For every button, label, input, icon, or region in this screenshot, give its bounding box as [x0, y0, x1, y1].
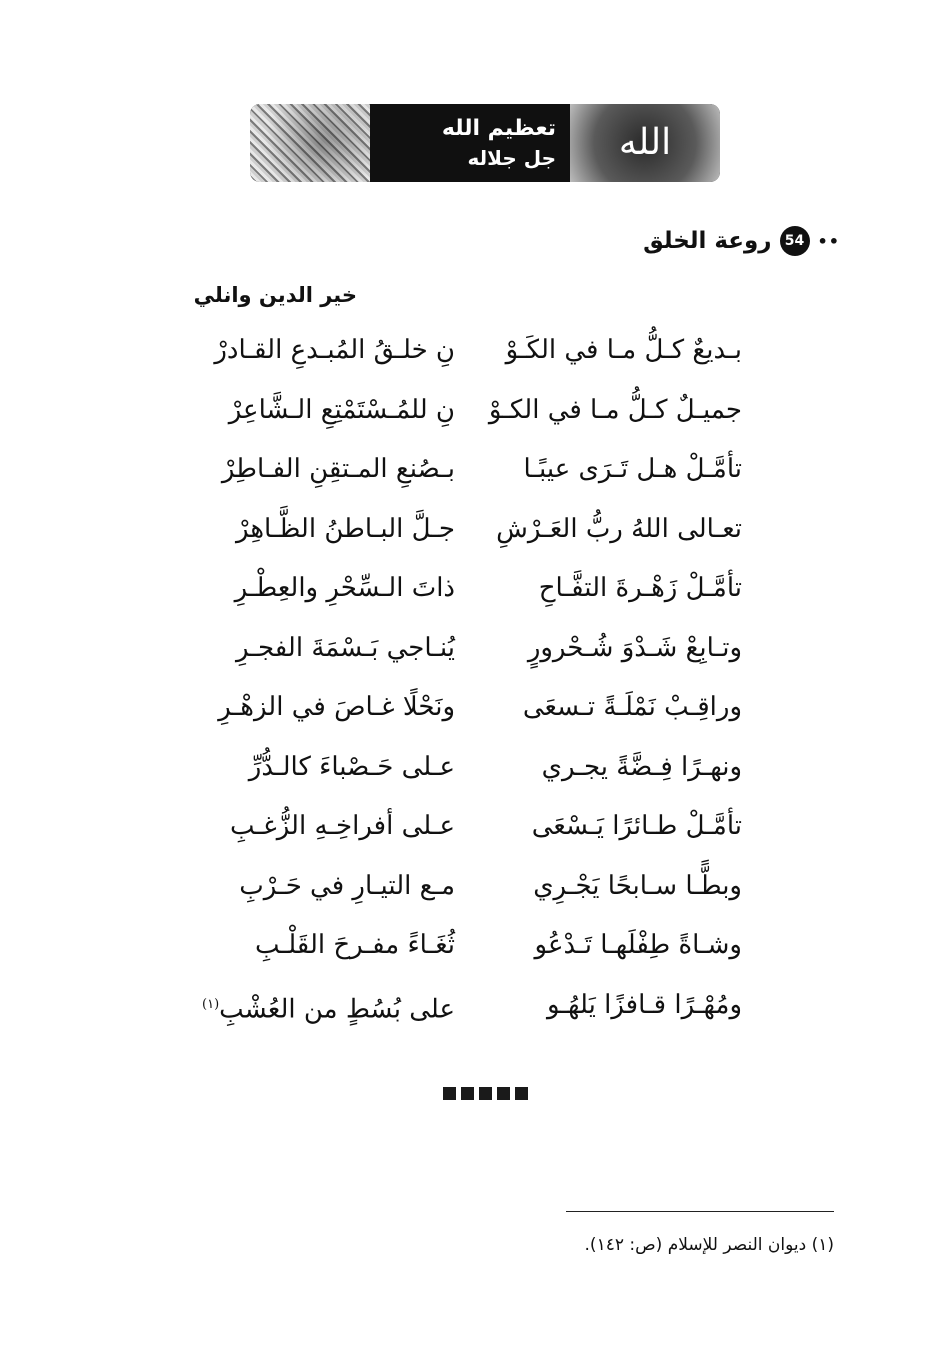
- footnote-divider: [566, 1211, 834, 1212]
- verse-first-hemistich: ومُهْـرًا قـافزًا يَلهُـو: [546, 989, 742, 1020]
- verse-second-hemistich: نِ للمُـسْتَمْتِعِ الـشَّاعِرْ: [228, 394, 455, 425]
- verse-second-hemistich: مـع التيـارِ في حَـرْبِ: [239, 870, 455, 901]
- verse-second-hemistich: نِ خلـقُ المُبـدعِ القـادرْ: [214, 335, 455, 365]
- banner-title-line2: جل جلاله: [467, 146, 556, 170]
- poem-verse: [0, 444, 935, 504]
- verse-second-hemistich: ذاتَ الـسِّحْرِ والعِطْـرِ: [234, 573, 455, 603]
- bullet-dots: ••: [817, 231, 840, 251]
- verse-text: على بُسُطٍ من العُشْبِ: [219, 994, 455, 1025]
- banner-emblem-area: [570, 104, 720, 182]
- poem-verse: [0, 325, 935, 385]
- separator-square: [479, 1087, 492, 1100]
- verse-second-hemistich: جـلَّ البـاطنُ الظَّـاهِرْ: [236, 513, 455, 544]
- verse-first-hemistich: ونهـرًا فِـضَّةً يجـري: [541, 751, 742, 782]
- poem-verse: [0, 920, 935, 980]
- footnote: (١) ديوان النصر للإسلام (ص: ١٤٢).: [584, 1235, 834, 1255]
- poem-verse: [0, 801, 935, 861]
- poem-verse: [0, 563, 935, 623]
- verse-first-hemistich: تأمَّـلْ هـل تَـرَى عيبًـا: [523, 454, 742, 484]
- verse-first-hemistich: وتـابِعْ شَـدْوَ شُـحْرورٍ: [527, 632, 742, 663]
- poem-verse: [0, 861, 935, 921]
- separator-square: [461, 1087, 474, 1100]
- section-separator: [443, 1087, 528, 1100]
- banner-title: [370, 104, 570, 182]
- banner-title-line1: تعظيم الله: [441, 116, 556, 141]
- verse-first-hemistich: وبطًّـا سـابحًا يَجْـرِي: [533, 870, 742, 901]
- verse-first-hemistich: جميـلٌ كـلُّ مـا في الكـوْ: [488, 394, 742, 425]
- banner-decoration: [250, 104, 370, 182]
- poet-name: خير الدين وانلي: [193, 283, 357, 307]
- verse-second-hemistich: [202, 980, 455, 1035]
- poem-verse: [0, 980, 935, 1040]
- verse-first-hemistich: بـديعٌ كـلُّ مـا في الكَـوْ: [505, 335, 742, 365]
- poem-verse: [0, 742, 935, 802]
- verse-second-hemistich: ونَحْلًا غـاصَ في الزهْـرِ: [218, 692, 455, 722]
- section-title: روعة الخلق: [643, 228, 772, 254]
- section-heading: [643, 226, 840, 256]
- verse-first-hemistich: وشـاةً طِفْلَهـا تَـدْعُو: [534, 930, 742, 960]
- poem: [0, 325, 935, 1039]
- footnote-marker: (١): [202, 996, 220, 1012]
- verse-second-hemistich: بـصُنعِ المـتقِنِ الفـاطِرْ: [221, 454, 455, 484]
- separator-square: [515, 1087, 528, 1100]
- header-banner: [250, 104, 720, 182]
- verse-first-hemistich: تأمَّـلْ زَهْـرةَ التفَّـاحِ: [538, 573, 742, 603]
- poem-verse: [0, 682, 935, 742]
- verse-second-hemistich: عـلى حَـصْباءَ كالـدُّرِّ: [248, 751, 455, 782]
- poem-verse: [0, 623, 935, 683]
- verse-first-hemistich: وراقِـبْ نَمْلَـةً تـسعَى: [522, 692, 742, 722]
- verse-second-hemistich: ثُغَـاءً مفـرحَ القَلْـبِ: [255, 930, 455, 960]
- verse-first-hemistich: تأمَّـلْ طـائرًا يَـسْعَى: [531, 811, 742, 841]
- section-number-badge: 54: [780, 226, 810, 256]
- verse-second-hemistich: يُنـاجي بَـسْمَةَ الفجـرِ: [236, 632, 455, 663]
- poem-verse: [0, 385, 935, 445]
- verse-second-hemistich: عـلى أفراخِـهِ الزُّغـبِ: [229, 811, 455, 841]
- allah-calligraphy-emblem: الله: [618, 122, 672, 163]
- separator-square: [443, 1087, 456, 1100]
- separator-square: [497, 1087, 510, 1100]
- poem-verse: [0, 504, 935, 564]
- verse-first-hemistich: تعـالى اللهُ ربُّ العَـرْشِ: [496, 513, 742, 544]
